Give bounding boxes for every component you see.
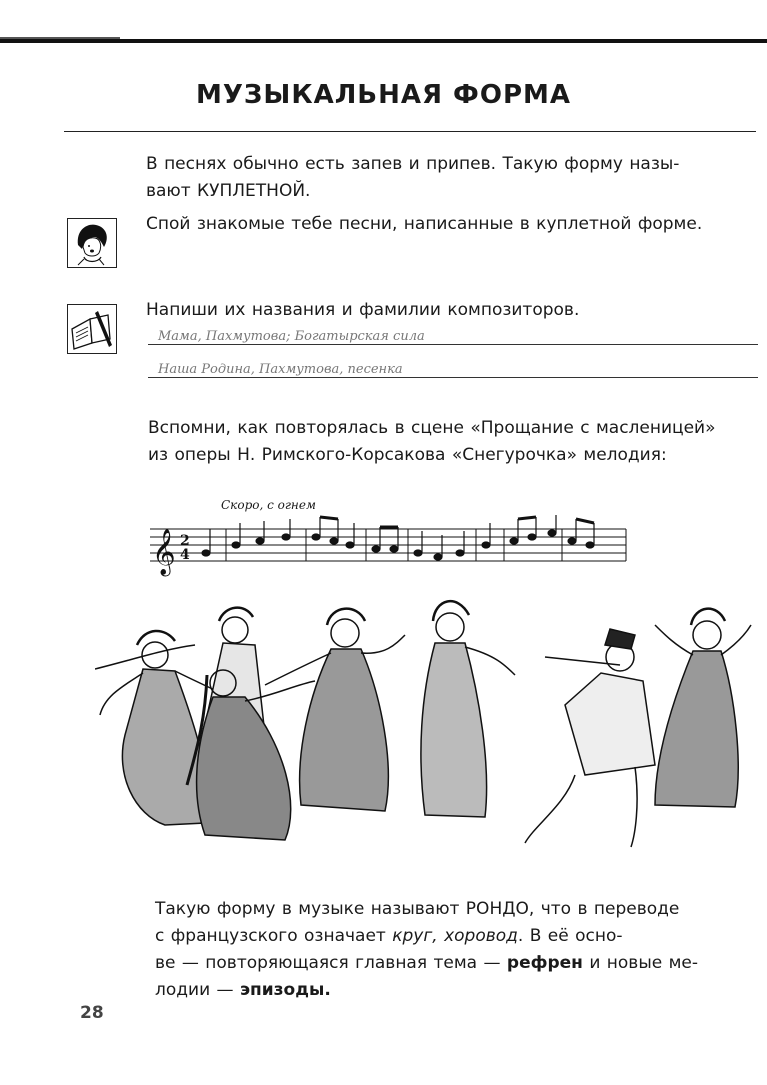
rondo-term-refrain: рефрен: [506, 953, 583, 973]
rondo-line-1: Такую форму в музыке называют РОНДО, что в переводе: [155, 899, 680, 919]
rondo-line-4a: лодии —: [155, 980, 240, 1000]
rondo-line-3c: и новые ме-: [582, 953, 699, 973]
rondo-term-circle: круг, хоровод: [392, 926, 518, 946]
sing-task: Спой знакомые тебе песни, написанные в куплетной форме.: [146, 214, 703, 234]
notebook-pencil-icon: [67, 304, 117, 354]
rondo-line-2: [155, 923, 761, 950]
page-title: МУЗЫКАЛЬНАЯ ФОРМА: [195, 80, 571, 110]
svg-text:𝄞: 𝄞: [152, 529, 176, 575]
rondo-term-episodes: эпизоды.: [239, 980, 331, 1000]
round-dance-illustration: [95, 585, 755, 875]
rondo-line-2c: . В её осно-: [517, 926, 623, 946]
singing-girl-icon: [67, 218, 117, 268]
writing-line-2: [148, 377, 758, 378]
write-task: Напиши их названия и фамилии композиторов.: [146, 300, 580, 320]
svg-text:2: 2: [180, 533, 190, 549]
tempo-marking: Скоро, с огнем: [221, 498, 316, 512]
scan-edge: [0, 36, 767, 46]
title-rule: [64, 131, 756, 132]
handwriting-line-2: Наша Родина, Пахмутова, песенка: [158, 362, 403, 377]
rondo-line-2a: с французского означает: [155, 926, 393, 946]
rondo-line-3: [155, 950, 761, 977]
writing-line-1: [148, 344, 758, 345]
intro-paragraph: [146, 151, 758, 205]
page-number: 28: [80, 1003, 104, 1023]
music-staff: [150, 515, 630, 585]
rondo-paragraph: [155, 896, 761, 1004]
svg-text:4: 4: [180, 547, 190, 563]
handwriting-line-1: Мама, Пахмутова; Богатырская сила: [158, 329, 425, 344]
intro-line-1: В песнях обычно есть запев и припев. Такую форму назы-: [146, 154, 680, 174]
rondo-line-3a: ве — повторяющаяся главная тема —: [155, 953, 507, 973]
intro-line-2: вают КУПЛЕТНОЙ.: [146, 181, 311, 201]
remember-paragraph: [148, 415, 760, 469]
rondo-line-4: [155, 977, 761, 1004]
remember-line-2: из оперы Н. Римского-Корсакова «Снегурочка» мелодия:: [148, 445, 667, 465]
remember-line-1: Вспомни, как повторялась в сцене «Прощание с масленицей»: [148, 418, 716, 438]
